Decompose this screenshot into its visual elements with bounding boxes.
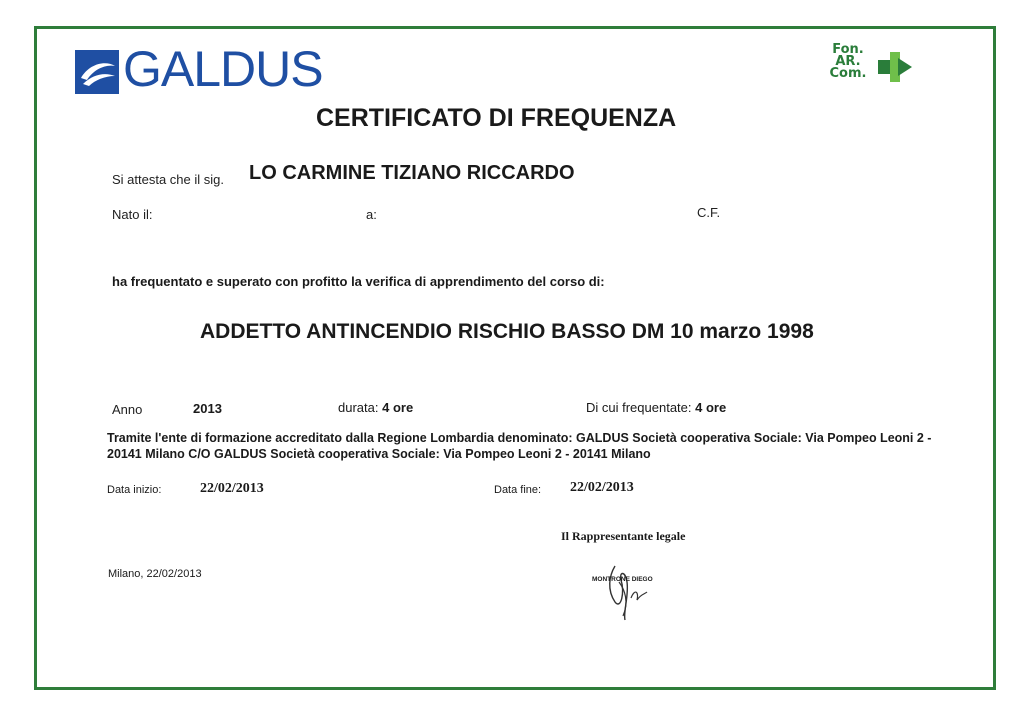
end-date-value: 22/02/2013	[570, 480, 634, 495]
galdus-logo-icon	[75, 50, 119, 94]
fonarcom-arrow-icon	[878, 52, 914, 82]
year-label: Anno	[112, 402, 143, 417]
statement-text: ha frequentato e superato con profitto la verifica di apprendimento del corso di:	[112, 274, 605, 289]
duration	[338, 400, 413, 415]
end-date-label: Data fine:	[494, 484, 542, 496]
galdus-logo-text: GALDUS	[123, 41, 323, 97]
signature-stamp: MONTRONE DIEGO	[592, 576, 653, 583]
signatory-role: Il Rappresentante legale	[561, 529, 686, 543]
birthplace-label: a:	[366, 207, 377, 222]
place-date: Milano, 22/02/2013	[108, 568, 202, 580]
course-title: ADDETTO ANTINCENDIO RISCHIO BASSO DM 10 marzo 1998	[200, 320, 814, 343]
attended-hours	[586, 400, 726, 415]
fonarcom-logo-text: Fon. AR. Com.	[829, 42, 867, 81]
cf-label: C.F.	[697, 205, 721, 220]
attended-label: Di cui frequentate:	[586, 400, 692, 415]
recipient-name: LO CARMINE TIZIANO RICCARDO	[249, 162, 575, 184]
attended-value: 4 ore	[695, 400, 727, 415]
year-value: 2013	[193, 401, 222, 416]
duration-label: durata:	[338, 400, 379, 415]
start-date-value: 22/02/2013	[200, 481, 264, 496]
attestation-label: Si attesta che il sig.	[112, 172, 224, 187]
certificate-title: CERTIFICATO DI FREQUENZA	[316, 104, 677, 132]
fonarcom-logo	[826, 44, 922, 90]
duration-value: 4 ore	[382, 400, 414, 415]
entity-text: Tramite l'ente di formazione accreditato dalla Regione Lombardia denominato: GALDUS Società cooperativa Sociale: Via Pompeo Leoni 2 - 20141 Milano C/O GALDUS Società cooperativa Sociale: Via Pompeo Leoni 2 - 20141 Milano	[107, 431, 932, 461]
signature-icon	[585, 562, 675, 622]
born-label: Nato il:	[112, 207, 153, 222]
start-date-label: Data inizio:	[107, 484, 162, 496]
